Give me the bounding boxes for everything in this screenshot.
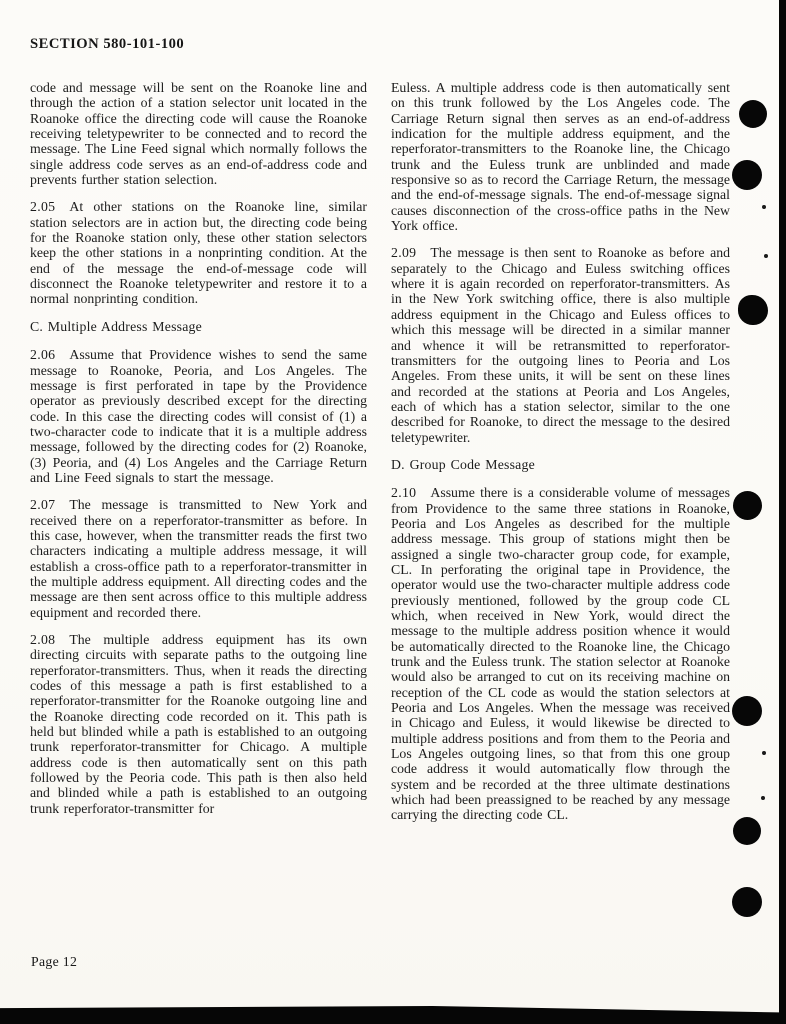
paragraph-2-07 <box>30 497 367 620</box>
paragraph-text: At other stations on the Roanoke line, similar station selectors are in action but, the directing code being for the Roanoke station only, these other station selectors keep the other stations in a nonprinting condition. At the end of the message the end-of-message code will disconnect the Roanoke teletypewriter and restore it to a normal nonprinting condition. <box>30 199 367 307</box>
right-column <box>391 80 730 835</box>
scan-speck <box>762 205 766 209</box>
paragraph-continuation-right <box>391 80 730 233</box>
scan-speck <box>762 751 766 755</box>
page-number: Page 12 <box>31 954 78 969</box>
paragraph-number: 2.09 <box>391 245 417 261</box>
binder-hole-dot <box>732 887 762 917</box>
scan-speck <box>761 796 765 800</box>
scan-edge-right <box>779 0 786 1024</box>
paragraph-text: Assume that Providence wishes to send the same message to Roanoke, Peoria, and Los Angeles. The message is first perforated in tape by the Providence operator as previously described except for the directing code. In this case the directing codes will consist of (1) a two-character code to indicate that it is a multiple address message, followed by the directing codes for (2) Roanoke, (3) Peoria, and (4) Los Angeles and the Carriage Return and Line Feed signals to start the message. <box>30 347 367 485</box>
paragraph-text: code and message will be sent on the Roanoke line and through the action of a station selector unit located in the Roanoke office the directing code will cause the Roanoke receiving teletypewriter to be connected and to record the message. The Line Feed signal which normally follows the single address code serves as an end-of-address code and prevents further station selection. <box>30 80 367 188</box>
binder-hole-dot <box>733 491 762 520</box>
binder-hole-dot <box>732 696 762 726</box>
paragraph-2-06 <box>30 347 367 485</box>
section-header: SECTION 580-101-100 <box>30 36 185 52</box>
paragraph-2-09 <box>391 245 730 444</box>
paragraph-number: 2.07 <box>30 497 56 513</box>
left-column <box>30 80 367 828</box>
scan-speck <box>764 254 768 258</box>
paragraph-number: 2.08 <box>30 632 56 647</box>
paragraph-text: Euless. A multiple address code is then automatically sent on this trunk followed by the Los Angeles code. The Carriage Return signal then serves as an end-of-address indication for the multiple address equipment, and the reperforator-transmitters to the Roanoke line, the Chicago trunk and the Euless trunk are unblinded and made responsive so as to record the Carriage Return, the message and the end-of-message signals. The end-of-message signal causes disconnection of the cross-office paths in the New York office. <box>391 80 730 234</box>
paragraph-continuation-left <box>30 80 367 187</box>
paragraph-text: The multiple address equipment has its own directing circuits with separate paths to the outgoing line reperforator-transmitters. Thus, when it reads the directing codes of this message a path is first established to a reperforator-transmitter for the Roanoke outgoing line and the Roanoke directing code recorded on it. This path is held but blinded while a path is established to an outgoing trunk reperforator-transmitter for Chicago. A multiple address code is then automatically sent on this path followed by the Peoria code. This path is then also held and blinded while a path is established to an outgoing trunk reperforator-transmitter for <box>30 632 367 816</box>
binder-hole-dot <box>738 295 768 325</box>
binder-hole-dot <box>733 817 761 845</box>
paragraph-2-08 <box>30 632 367 816</box>
paragraph-number: 2.10 <box>391 485 417 501</box>
paragraph-2-05 <box>30 199 367 306</box>
paragraph-text: Assume there is a considerable volume of messages from Providence to the same three stations in Roanoke, Peoria and Los Angeles as described for the multiple address message. This group of stations might then be assigned a single two-character group code, for example, CL. In perforating the original tape in Providence, the operator would use the two-character multiple address code previously mentioned, followed by the group code CL which, when received in New York, would direct the message to the multiple address position whence it would be automatically directed to the Roanoke line, the Chicago trunk and the Euless trunk. The station selector at Roanoke would also be arranged to cut on its receiving machine on reception of the CL code as would the station selectors at Peoria and Los Angeles. When the message was received in Chicago and Euless, it would likewise be directed to multiple address positions and from them to the Peoria and Los Angeles outgoing lines, so that from this one group code address it would automatically flow through the system and be recorded at the three ultimate destinations which had been preassigned to be reached by any message carrying the directing code CL. <box>391 485 730 823</box>
binder-hole-dot <box>739 100 767 128</box>
paragraph-2-10 <box>391 485 730 823</box>
paragraph-number: 2.06 <box>30 347 56 363</box>
paragraph-text: The message is transmitted to New York and received there on a reperforator-transmitter as before. In this case, however, when the transmitter reads the first two characters indicating a multiple address message, it will establish a cross-office path to a reperforator-transmitter in the multiple address equipment. All directing codes and the message are then sent across office to this multiple address equipment and recorded there. <box>30 497 367 620</box>
scan-edge-bottom <box>0 1002 786 1024</box>
paragraph-text: The message is then sent to Roanoke as before and separately to the Chicago and Euless switching offices where it is again recorded on reperforator-transmitters. As in the New York switching office, there is also multiple address equipment in the Chicago and Euless offices to which this message will be directed in a similar manner and whence it will be retransmitted to reperforator-transmitters for the outgoing lines to Peoria and Los Angeles. From these units, it will be sent on these lines and recorded at the stations at Peoria and Los Angeles, each of which has a station selector, similar to the one described for Roanoke, to direct the message to the desired teletypewriter. <box>391 245 730 445</box>
binder-hole-dot <box>732 160 762 190</box>
section-heading-d: D. Group Code Message <box>391 456 535 472</box>
section-heading-c: C. Multiple Address Message <box>30 318 202 334</box>
paragraph-number: 2.05 <box>30 199 56 215</box>
